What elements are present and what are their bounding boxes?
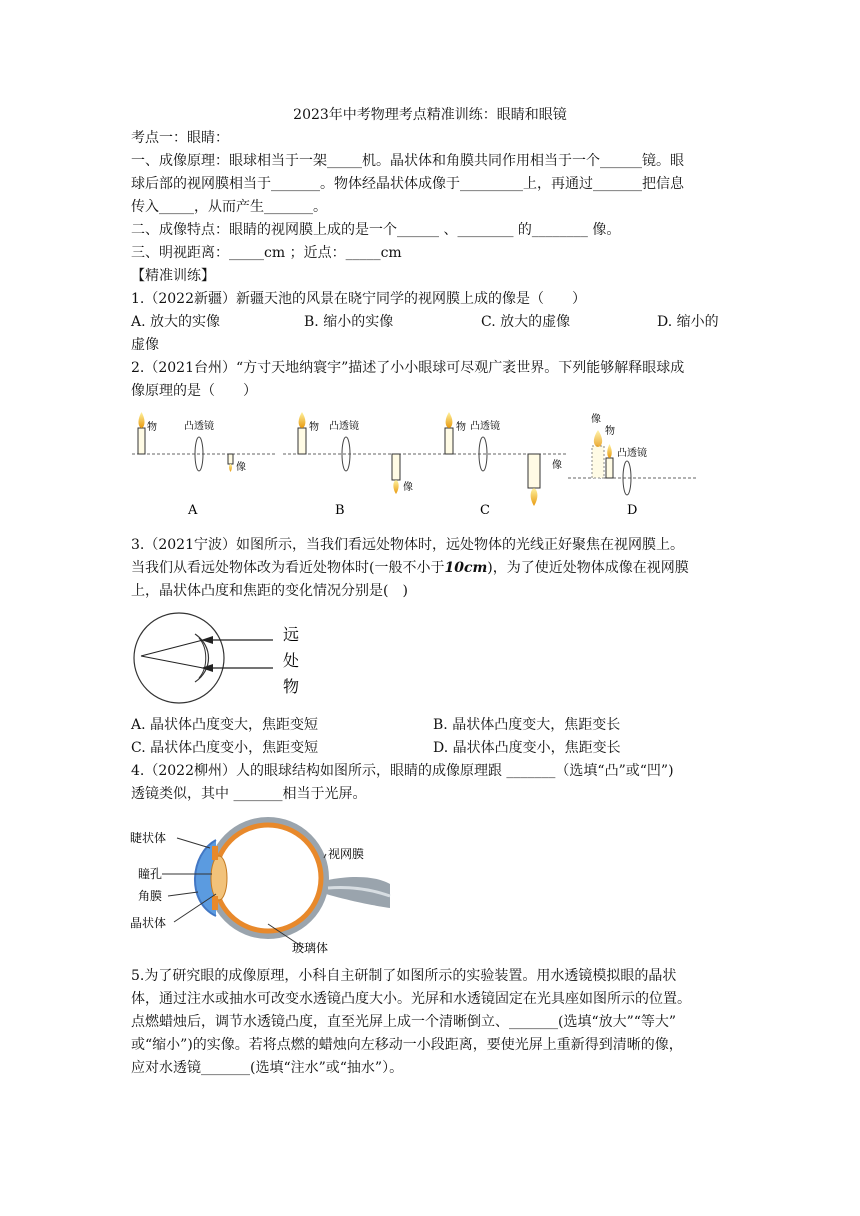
q1-option-d: D. 缩小的 — [657, 314, 719, 330]
figure-d-caption: D — [627, 503, 638, 518]
q4-label-vitreous: 玻璃体 — [292, 941, 329, 955]
q1-option-d-cont: 虚像 — [131, 337, 159, 353]
distance-line: 三、明视距离：_____cm ；近点：_____cm — [131, 245, 402, 261]
q3-figure-far-1: 远 — [283, 625, 300, 644]
q3-stem-1: 3.（2021宁波）如图所示，当我们看远处物体时，远处物体的光线正好聚焦在视网膜上。 — [131, 537, 684, 553]
q5-stem-5: 应对水透镜_______(选填“注水”或“抽水”）。 — [131, 1060, 404, 1076]
figure-b-lens-label: 凸透镜 — [329, 421, 359, 432]
figure-a-caption: A — [188, 503, 198, 518]
q2-lens-figures — [128, 406, 708, 518]
q3-option-b: B. 晶状体凸度变大，焦距变长 — [433, 717, 621, 733]
q5-stem-1: 5.为了研究眼的成像原理，小科自主研制了如图所示的实验装置。用水透镜模拟眼的晶状 — [131, 968, 677, 984]
figure-d — [568, 412, 696, 518]
figure-c-caption: C — [480, 503, 490, 518]
q1-option-c: C. 放大的虚像 — [481, 314, 571, 330]
figure-c — [418, 412, 568, 518]
q3-option-d: D. 晶状体凸度变小，焦距变长 — [433, 740, 621, 756]
page-title: 2023年中考物理考点精准训练：眼睛和眼镜 — [293, 107, 567, 123]
figure-d-lens-label: 凸透镜 — [617, 448, 647, 459]
principle-line-3: 传入_____，从而产生_______。 — [131, 199, 327, 215]
q4-label-pupil: 瞳孔 — [138, 867, 163, 881]
figure-d-object-label: 物 — [605, 426, 615, 437]
q2-stem-2: 像原理的是（ ） — [131, 383, 257, 399]
q4-eye-anatomy-figure — [128, 810, 398, 955]
training-heading: 【精准训练】 — [131, 268, 215, 284]
q3-figure-far-2: 处 — [283, 651, 300, 670]
principle-line-1: 一、成像原理：眼球相当于一架_____机。晶状体和角膜共同作用相当于一个______镜。眼 — [131, 153, 684, 169]
q5-stem-4: 或“缩小”)的实像。若将点燃的蜡烛向左移动一小段距离，要使光屏上重新得到清晰的像， — [131, 1037, 683, 1053]
q3-option-a: A. 晶状体凸度变大，焦距变短 — [131, 717, 319, 733]
q1-stem: 1.（2022新疆）新疆天池的风景在晓宁同学的视网膜上成的像是（ ） — [131, 291, 586, 307]
figure-a-lens-label: 凸透镜 — [184, 421, 214, 432]
q3-stem-2b: )，为了使近处物体成像在视网膜 — [487, 560, 689, 576]
q5-stem-2: 体，通过注水或抽水可改变水透镜凸度大小。光屏和水透镜固定在光具座如图所示的位置。 — [131, 991, 691, 1007]
q1-option-b: B. 缩小的实像 — [304, 314, 394, 330]
figure-b — [283, 412, 418, 518]
q3-stem-2 — [131, 558, 689, 578]
q3-figure-far-3: 物 — [283, 677, 300, 696]
section-heading: 考点一：眼睛： — [131, 130, 229, 146]
q1-option-a: A. 放大的实像 — [131, 314, 221, 330]
q3-math: 10cm — [444, 560, 488, 576]
principle-line-2: 球后部的视网膜相当于_______。物体经晶状体成像于_________上，再通过_______把信息 — [131, 176, 684, 192]
figure-c-image-label: 像 — [552, 460, 562, 471]
figure-b-caption: B — [335, 503, 345, 518]
figure-b-image-label: 像 — [403, 482, 413, 493]
q4-stem-2: 透镜类似，其中 _______相当于光屏。 — [131, 786, 367, 802]
q3-stem-2a: 当我们从看远处物体改为看近处物体时(一般不小于 — [131, 560, 445, 576]
q2-stem-1: 2.（2021台州）“方寸天地纳寰宇”描述了小小眼球可尽观广袤世界。下列能够解释眼球成 — [131, 360, 685, 376]
figure-c-lens-label: 凸透镜 — [470, 421, 500, 432]
figure-a — [132, 412, 276, 518]
q3-stem-3: 上，晶状体凸度和焦距的变化情况分别是( ) — [131, 583, 408, 599]
q4-label-retina: 视网膜 — [328, 847, 365, 861]
figure-b-object-label: 物 — [309, 422, 319, 433]
q4-label-cornea: 角膜 — [138, 889, 163, 903]
q3-eye-figure — [133, 612, 313, 704]
figure-d-image-label: 像 — [591, 414, 601, 425]
q5-stem-3: 点燃蜡烛后，调节水透镜凸度，直至光屏上成一个清晰倒立、_______(选填“放大”“等大” — [131, 1014, 677, 1030]
figure-c-object-label: 物 — [456, 422, 466, 433]
figure-a-image-label: 像 — [236, 462, 246, 473]
feature-line: 二、成像特点：眼睛的视网膜上成的是一个______ 、________ 的________ 像。 — [131, 222, 621, 238]
q4-stem-1: 4.（2022柳州）人的眼球结构如图所示，眼睛的成像原理跟 _______（选填“凸”或“凹”) — [131, 763, 674, 779]
q3-option-c: C. 晶状体凸度变小，焦距变短 — [131, 740, 319, 756]
figure-a-object-label: 物 — [147, 422, 157, 433]
q4-label-lens: 晶状体 — [130, 916, 167, 930]
q4-label-ciliary: 睫状体 — [130, 831, 167, 845]
